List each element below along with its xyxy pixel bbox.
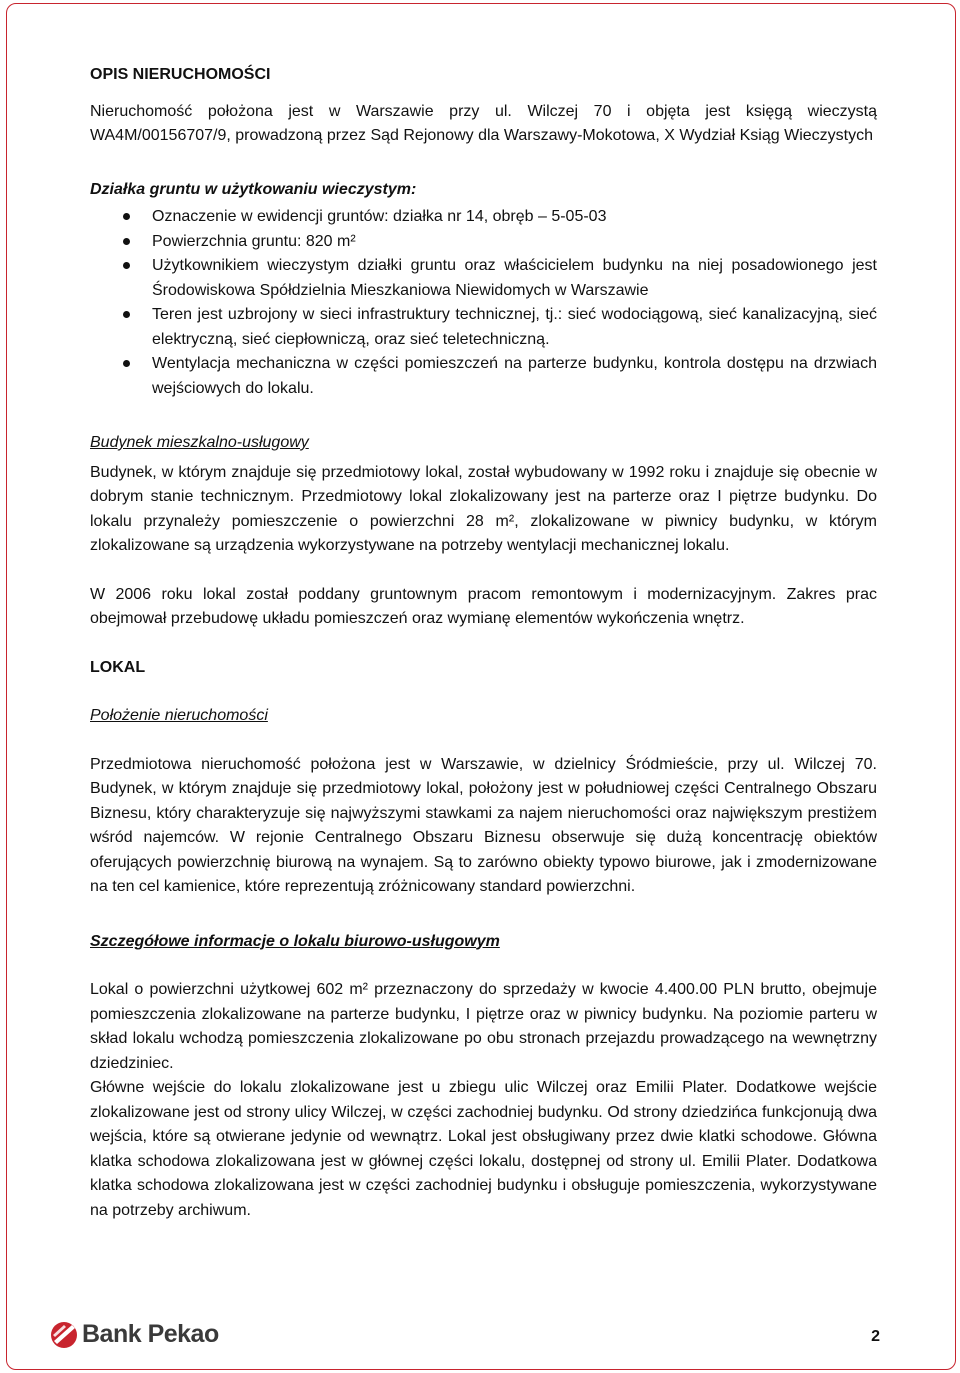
logo-text: Bank Pekao bbox=[82, 1320, 219, 1348]
page-number: 2 bbox=[871, 1328, 880, 1345]
page-footer bbox=[50, 1318, 910, 1358]
list-item: Oznaczenie w ewidencji gruntów: działka nr 14, obręb – 5-05-03 bbox=[90, 205, 877, 230]
list-item: Powierzchnia gruntu: 820 m² bbox=[90, 230, 877, 255]
details-paragraph-1: Lokal o powierzchni użytkowej 602 m² przeznaczony do sprzedaży w kwocie 4.400.00 PLN brutto, obejmuje pomieszczenia zlokalizowane na parterze budynku, I piętrze oraz w piwnicy budynku. Na poziomie parteru w skład lokalu wchodzą pomieszczenia zlokalizowane po obu stronach przejazdu prowadzącego na wewnętrzny dziedziniec. bbox=[90, 981, 877, 1072]
details-paragraph-2: Główne wejście do lokalu zlokalizowane jest u zbiegu ulic Wilczej oraz Emilii Plater. Dodatkowe wejście zlokalizowane jest od strony ulicy Wilczej, w części zachodniej budynku. Od strony dziedzińca funkcjonują dwa wejścia, które są otwierane jedynie od wewnątrz. Lokal jest obsługiwany przez dwie klatki schodowe. Główna klatka schodowa zlokalizowana jest w głównej części lokalu, dostępnej od strony ul. Emilii Plater. Dodatkowa klatka schodowa zlokalizowana jest w części zachodniej budynku i obsługuje pomieszczenia, wykorzystywane na potrzeby archiwum. bbox=[90, 1079, 877, 1219]
plot-list bbox=[90, 205, 877, 401]
pekao-logo-icon bbox=[50, 1321, 78, 1349]
section-title-property: OPIS NIERUCHOMOŚCI bbox=[90, 66, 271, 83]
plot-heading: Działka gruntu w użytkowaniu wieczystym: bbox=[90, 180, 417, 198]
section-title-unit: LOKAL bbox=[90, 658, 146, 676]
building-paragraph-2: W 2006 roku lokal został poddany gruntownym pracom remontowym i modernizacyjnym. Zakres prac obejmował przebudowę układu pomieszczeń oraz wymianę elementów wykończenia wnętrz. bbox=[90, 585, 877, 627]
list-item: Wentylacja mechaniczna w części pomieszczeń na parterze budynku, kontrola dostępu na drzwiach wejściowych do lokalu. bbox=[90, 352, 877, 401]
details-heading: Szczegółowe informacje o lokalu biurowo-usługowym bbox=[90, 932, 500, 950]
location-heading: Położenie nieruchomości bbox=[90, 707, 268, 724]
list-item: Użytkownikiem wieczystym działki gruntu oraz właścicielem budynku na niej posadowionego jest Środowiskowa Spółdzielnia Mieszkaniowa Niewidomych w Warszawie bbox=[90, 254, 877, 303]
list-item: Teren jest uzbrojony w sieci infrastruktury technicznej, tj.: sieć wodociągową, sieć kanalizacyjną, sieć elektryczną, sieć ciepłowniczą, oraz sieć teletechniczną. bbox=[90, 303, 877, 352]
intro-paragraph: Nieruchomość położona jest w Warszawie przy ul. Wilczej 70 i objęta jest księgą wieczystą WA4M/00156707/9, prowadzoną przez Sąd Rejonowy dla Warszawy-Mokotowa, X Wydział Ksiąg Wieczystych bbox=[90, 102, 877, 144]
building-heading: Budynek mieszkalno-usługowy bbox=[90, 434, 309, 451]
location-paragraph: Przedmiotowa nieruchomość położona jest w Warszawie, w dzielnicy Śródmieście, przy ul. Wilczej 70. Budynek, w którym znajduje się przedmiotowy lokal, położony jest w południowej części Centralnego Obszaru Biznesu, który charakteryzuje się najwyższymi stawkami za najem nieruchomości oraz największym prestiżem wśród najemców. W rejonie Centralnego Obszaru Biznesu obserwuje się dużą koncentrację obiektów oferujących powierzchnię biurową na wynajem. Są to zarówno obiekty typowo biurowe, jak i zmodernizowane na ten cel kamienice, które reprezentują zróżnicowany standard powierzchni. bbox=[90, 755, 877, 895]
bank-logo bbox=[50, 1320, 219, 1349]
document-content bbox=[90, 63, 877, 1223]
building-paragraph-1: Budynek, w którym znajduje się przedmiotowy lokal, został wybudowany w 1992 roku i znajduje się obecnie w dobrym stanie technicznym. Przedmiotowy lokal zlokalizowany jest na parterze oraz I piętrze budynku. Do lokalu przynależy pomieszczenie o powierzchni 28 m², zlokalizowane w piwnicy budynku, w którym zlokalizowane są urządzenia wykorzystywane na potrzeby wentylacji mechanicznej lokalu. bbox=[90, 463, 877, 554]
